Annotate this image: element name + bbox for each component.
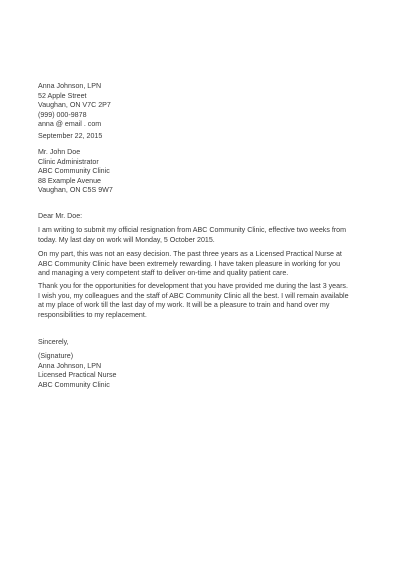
paragraph-line: Thank you for the opportunities for development that you have provided me during the last 3 years. <box>38 282 348 290</box>
salutation-text: Dear Mr. Doe: <box>38 212 83 220</box>
signature-placeholder: (Signature) <box>38 352 74 360</box>
sender-email: anna @ email . com <box>38 120 102 129</box>
signature-title: Licensed Practical Nurse <box>38 371 117 380</box>
recipient-address <box>38 148 368 196</box>
body-paragraph-2 <box>38 250 368 279</box>
paragraph-line: and managing a very competent staff to deliver on-time and quality patient care. <box>38 269 289 278</box>
paragraph-line: I wish you, my colleagues and the staff of ABC Community Clinic all the best. I will remain available <box>38 291 349 300</box>
recipient-title: Clinic Administrator <box>38 157 99 166</box>
recipient-name: Mr. John Doe <box>38 148 81 156</box>
date-text: September 22, 2015 <box>38 132 103 140</box>
paragraph-line: ABC Community Clinic have been extremely rewarding. I have taken pleasure in working for you <box>38 259 341 268</box>
sender-street: 52 Apple Street <box>38 91 87 100</box>
sender-address <box>38 82 368 130</box>
paragraph-line: On my part, this was not an easy decision. The past three years as a Licensed Practical Nurse at <box>38 250 342 258</box>
recipient-organization: ABC Community Clinic <box>38 167 110 176</box>
signature-block <box>38 352 368 390</box>
paragraph-line: responsibilities to my replacement. <box>38 310 147 319</box>
salutation <box>38 212 368 222</box>
paragraph-line: at my place of work till the last day of my work. It will be a pleasure to train and hand over my <box>38 301 330 310</box>
recipient-street: 88 Example Avenue <box>38 176 101 185</box>
closing <box>38 338 368 348</box>
paragraph-line: I am writing to submit my official resignation from ABC Community Clinic, effective two weeks from <box>38 226 347 234</box>
signature-name: Anna Johnson, LPN <box>38 361 102 370</box>
recipient-city: Vaughan, ON C5S 9W7 <box>38 186 113 195</box>
sender-city: Vaughan, ON V7C 2P7 <box>38 101 111 110</box>
body-paragraph-3 <box>38 282 368 320</box>
signature-organization: ABC Community Clinic <box>38 380 110 389</box>
body-paragraph-1 <box>38 226 368 245</box>
closing-text: Sincerely, <box>38 338 69 346</box>
letter-date <box>38 132 368 142</box>
sender-phone: (999) 000-9878 <box>38 110 87 119</box>
paragraph-line: today. My last day on work will Monday, 5 October 2015. <box>38 235 215 244</box>
sender-name: Anna Johnson, LPN <box>38 82 102 90</box>
